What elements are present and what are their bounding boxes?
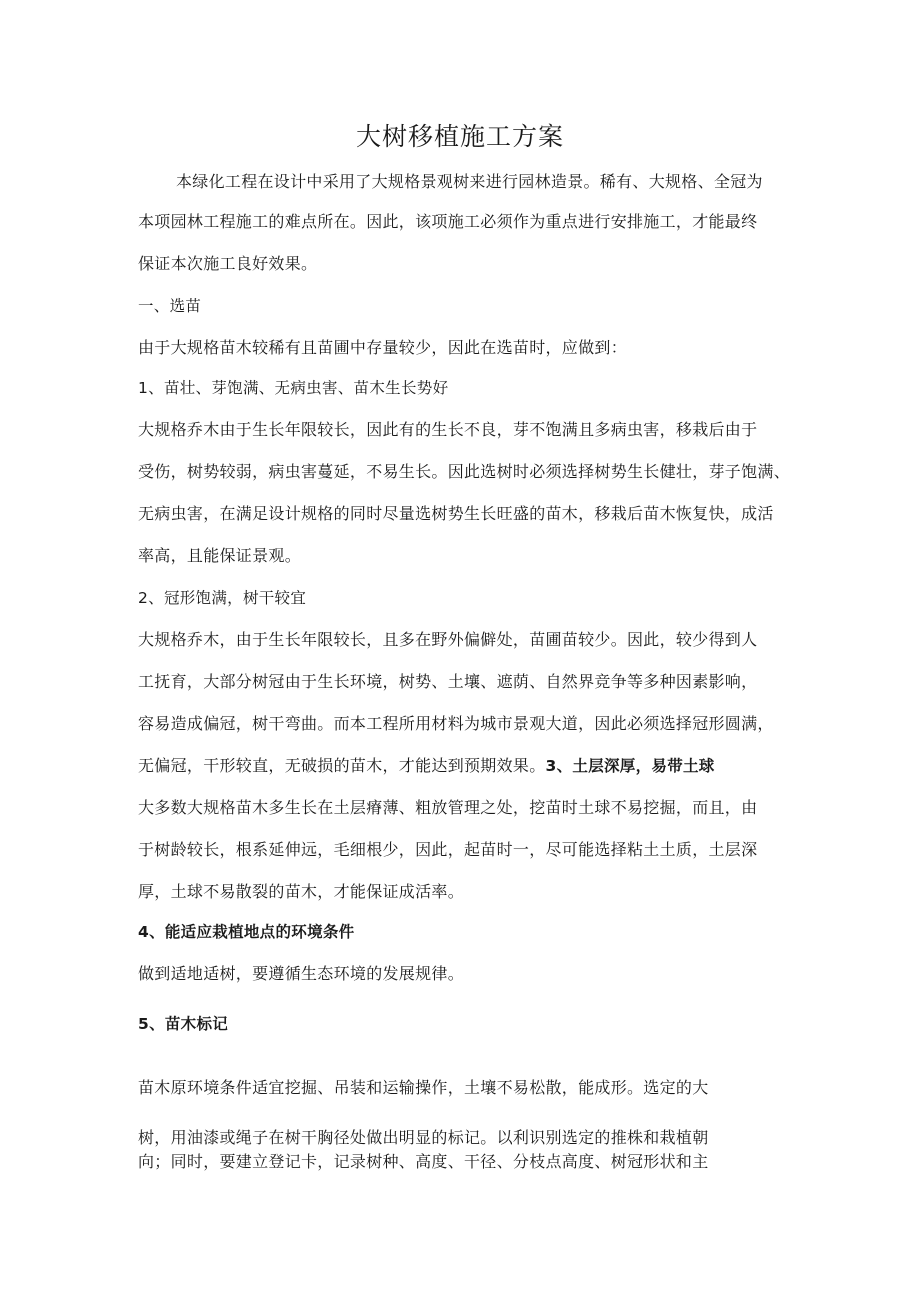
paragraph-line <box>138 755 715 777</box>
paragraph-line: 树，用油漆或绳子在树干胸径处做出明显的标记。以利识别选定的推株和栽植朝 <box>138 1128 709 1147</box>
paragraph-line: 由于大规格苗木较稀有且苗圃中存量较少，因此在选苗时，应做到： <box>138 338 628 357</box>
paragraph-line: 厚，土球不易散裂的苗木，才能保证成活率。 <box>138 882 465 901</box>
paragraph-line: 大规格乔木，由于生长年限较长，且多在野外偏僻处，苗圃苗较少。因此，较少得到人 <box>138 630 758 649</box>
section-heading: 一、选苗 <box>138 297 202 315</box>
paragraph-line: 率高，且能保证景观。 <box>138 546 302 565</box>
paragraph-line: 工抚育，大部分树冠由于生长环境，树势、土壤、遮荫、自然界竞争等多种因素影响， <box>138 672 758 691</box>
paragraph-line: 大多数大规格苗木多生长在土层瘠薄、粗放管理之处，挖苗时土球不易挖掘，而且，由 <box>138 798 758 817</box>
paragraph-text: 无偏冠，干形较直，无破损的苗木，才能达到预期效果。 <box>138 756 546 775</box>
paragraph-line: 苗木原环境条件适宜挖掘、吊装和运输操作，土壤不易松散，能成形。选定的大 <box>138 1078 709 1097</box>
subsection-heading: 4、能适应栽植地点的环境条件 <box>138 923 355 941</box>
paragraph-line: 大规格乔木由于生长年限较长，因此有的生长不良，芽不饱满且多病虫害，移栽后由于 <box>138 420 758 439</box>
paragraph-line: 无病虫害，在满足设计规格的同时尽量选树势生长旺盛的苗木，移栽后苗木恢复快，成活 <box>138 504 774 523</box>
paragraph-line: 本绿化工程在设计中采用了大规格景观树来进行园林造景。稀有、大规格、全冠为 <box>176 172 763 191</box>
subsection-heading: 5、苗木标记 <box>138 1015 229 1033</box>
paragraph-line: 本项园林工程施工的难点所在。因此，该项施工必须作为重点进行安排施工，才能最终 <box>138 212 758 231</box>
paragraph-line: 保证本次施工良好效果。 <box>138 254 318 273</box>
paragraph-line: 于树龄较长，根系延伸远，毛细根少，因此，起苗时一，尽可能选择粘土土质，土层深 <box>138 840 758 859</box>
paragraph-line: 做到适地适树，要遵循生态环境的发展规律。 <box>138 964 465 983</box>
document-title: 大树移植施工方案 <box>355 122 564 151</box>
paragraph-line: 容易造成偏冠，树干弯曲。而本工程所用材料为城市景观大道，因此必须选择冠形圆满， <box>138 714 774 733</box>
paragraph-line: 受伤，树势较弱，病虫害蔓延，不易生长。因此选树时必须选择树势生长健壮，芽子饱满、 <box>138 462 791 481</box>
paragraph-line: 向；同时，要建立登记卡，记录树种、高度、干径、分枝点高度、树冠形状和主 <box>138 1152 709 1171</box>
subsection-heading-inline: 3、土层深厚，易带土球 <box>545 757 715 775</box>
subsection-heading: 2、冠形饱满，树干较宜 <box>138 589 307 607</box>
subsection-heading: 1、苗壮、芽饱满、无病虫害、苗木生长势好 <box>138 379 449 397</box>
